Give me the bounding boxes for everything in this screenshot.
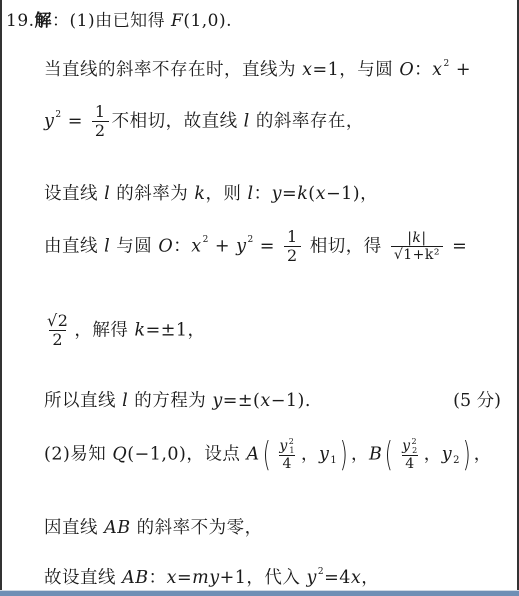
math-var: O (399, 60, 415, 80)
math-var: y (212, 391, 223, 411)
math-var: B (368, 444, 383, 465)
fraction (92, 103, 109, 141)
math-var: y (236, 236, 247, 257)
math-var: x (350, 568, 362, 588)
text-segment: =±1， (145, 320, 206, 341)
denominator: 2 (92, 121, 109, 140)
math-var: x (191, 236, 202, 257)
exponent: 2 (55, 110, 62, 121)
math-var: y (209, 568, 220, 588)
math-var: x (315, 184, 326, 204)
text-segment: ，则 (205, 184, 248, 204)
math-var: m (192, 568, 210, 588)
text-segment: 当直线的斜率不存在时，直线为 (44, 60, 303, 80)
text-line-2 (44, 56, 471, 81)
text-segment: 故设直线 (44, 568, 123, 588)
text-line-10 (44, 564, 379, 589)
score-label: (5 分) (453, 391, 501, 411)
subscript: 1 (330, 454, 338, 466)
denominator: √1+k² (391, 246, 443, 263)
subscript: 2 (453, 454, 460, 466)
denominator: 2 (284, 246, 301, 265)
fraction (284, 228, 301, 266)
text-segment: = (61, 111, 89, 132)
math-var: y (271, 184, 283, 204)
math-var: l (247, 184, 254, 204)
text-segment: 所以直线 (44, 391, 123, 411)
text-line-9 (44, 514, 263, 539)
math-var: k (194, 184, 206, 204)
math-var: y (44, 111, 55, 132)
text-segment: ， (350, 444, 369, 465)
text-line-6 (44, 312, 206, 350)
text-segment: 的斜率存在， (249, 111, 364, 132)
text-segment: 因直线 (44, 518, 105, 538)
text-segment: −1). (270, 391, 311, 411)
denominator: 4 (279, 455, 294, 472)
left-border (0, 0, 2, 596)
text-segment: +1，代入 (219, 568, 307, 588)
text-segment: (−1,0)，设点 (127, 444, 247, 465)
math-var: x (432, 60, 443, 80)
math-var: l (243, 111, 250, 132)
denominator: 4 (402, 455, 417, 472)
solution-heading (6, 6, 232, 31)
exponent: 2 (443, 59, 450, 69)
fraction (44, 312, 71, 350)
math-var: y (402, 438, 411, 455)
bottom-scrollbar[interactable] (0, 591, 519, 596)
math-var: y (318, 444, 330, 465)
focus-coordinates: (1,0). (183, 11, 233, 31)
fraction (399, 438, 421, 471)
math-var: x (302, 60, 313, 80)
text-line-3 (44, 103, 364, 141)
right-paren: ) (339, 435, 349, 475)
text-line-8 (44, 435, 492, 475)
text-line-5 (44, 228, 467, 266)
text-segment: = (176, 568, 193, 588)
math-var: y (279, 438, 288, 455)
solution-label: 解 (34, 11, 53, 31)
subscript: 1 (289, 446, 295, 456)
text-segment: ： (173, 236, 192, 257)
exponent: 2 (288, 437, 295, 447)
text-segment: =±( (222, 391, 261, 411)
text-segment: ，解得 (74, 320, 135, 341)
text-segment: (2)易知 (44, 444, 113, 465)
text-segment: ， (361, 568, 380, 588)
math-var: O (158, 236, 174, 257)
numerator: 1 (287, 227, 298, 246)
text-segment: ： (148, 568, 167, 588)
fraction (391, 230, 443, 263)
text-line-4 (44, 180, 378, 205)
heading-text: ：(1)由已知得 (52, 11, 172, 31)
text-segment: 与圆 (110, 236, 159, 257)
math-var: AB (104, 518, 131, 538)
text-segment: 的斜率为 (110, 184, 195, 204)
left-paren: ( (262, 435, 271, 475)
text-segment: 由直线 (44, 236, 105, 257)
text-segment: ， (423, 444, 442, 465)
math-var: AB (122, 568, 149, 588)
text-segment: =1，与圆 (312, 60, 400, 80)
exponent: 2 (411, 437, 418, 447)
math-var: y (306, 568, 317, 588)
numerator: 1 (94, 102, 106, 121)
text-segment: ( (308, 184, 316, 204)
text-segment: = (253, 236, 282, 257)
right-paren: ) (462, 435, 472, 475)
math-var: l (104, 184, 111, 204)
text-segment: 的斜率不为零， (130, 518, 263, 538)
text-segment: −1)， (326, 184, 379, 204)
problem-number: 19. (6, 11, 35, 31)
text-segment: ： (253, 184, 272, 204)
text-segment: 相切，得 (303, 236, 388, 257)
text-segment: ： (414, 60, 433, 80)
numerator: |k| (407, 230, 427, 247)
denominator: 2 (49, 330, 66, 349)
fraction (276, 438, 298, 471)
text-segment: 不相切，故直线 (111, 111, 244, 132)
text-segment: + (449, 60, 472, 80)
exponent: 2 (247, 235, 254, 246)
math-var: k (297, 184, 309, 204)
text-segment: 的方程为 (128, 391, 213, 411)
math-var: A (246, 444, 260, 465)
numerator: √2 (47, 311, 69, 330)
math-var: y (441, 444, 453, 465)
exponent: 2 (202, 235, 209, 246)
exponent: 2 (317, 567, 325, 577)
math-var: x (166, 568, 177, 588)
math-var: x (260, 391, 271, 411)
math-var: Q (112, 444, 128, 465)
math-var: k (134, 320, 146, 341)
math-var: l (122, 391, 129, 411)
text-segment: = (446, 236, 468, 257)
text-segment: =4 (324, 568, 351, 588)
text-segment: ， (473, 444, 492, 465)
subscript: 2 (412, 446, 418, 456)
text-segment: + (208, 236, 237, 257)
left-paren: ( (385, 435, 394, 475)
focus-symbol: F (171, 11, 184, 31)
text-segment: ， (300, 444, 319, 465)
text-segment: 设直线 (44, 184, 105, 204)
math-var: l (104, 236, 111, 257)
text-line-7 (44, 387, 311, 412)
text-segment: = (282, 184, 298, 204)
